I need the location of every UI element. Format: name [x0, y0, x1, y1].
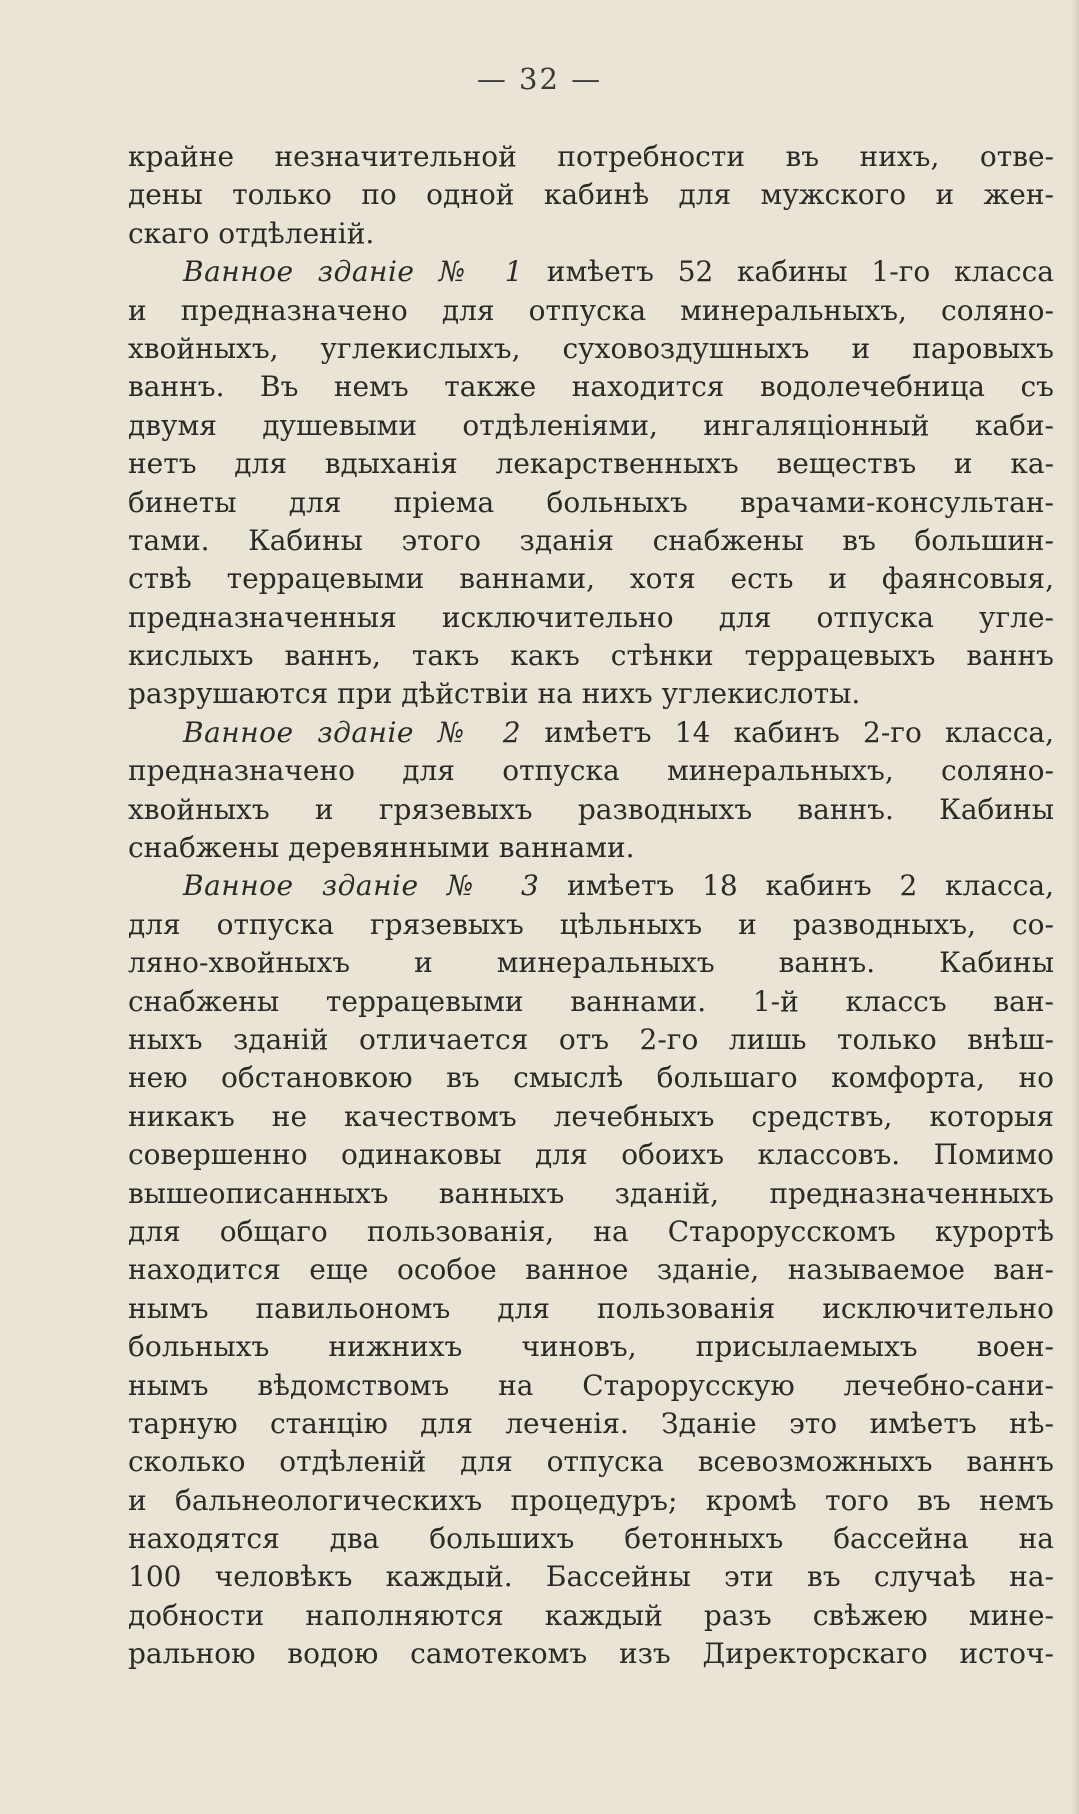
text-line: и бальнеологическихъ процедуръ; кромѣ того въ немъ [128, 1483, 1054, 1517]
text-line: добности наполняются каждый разъ свѣжею мине- [128, 1598, 1054, 1632]
text-line: для отпуска грязевыхъ цѣльныхъ и разводныхъ, со- [128, 907, 1054, 941]
text-line: находится еще особое ванное зданіе, называемое ван- [128, 1253, 1054, 1287]
text-line [128, 714, 1054, 752]
text-line: кислыхъ ваннъ, такъ какъ стѣнки террацевыхъ ваннъ [128, 639, 1054, 673]
text-line: дены только по одной кабинѣ для мужского и жен- [128, 178, 1054, 212]
text-line: нымъ павильономъ для пользованія исключительно [128, 1291, 1054, 1325]
text-line: ральною водою самотекомъ изъ Директорскаго источ- [128, 1637, 1054, 1671]
text-line: разрушаются при дѣйствіи на нихъ углекислоты. [128, 677, 861, 711]
text-line: больныхъ нижнихъ чиновъ, присылаемыхъ воен- [128, 1330, 1054, 1364]
text-line: нетъ для вдыханія лекарственныхъ веществъ и ка- [128, 447, 1054, 481]
body-text [128, 138, 1054, 1674]
line-text: имѣетъ 18 кабинъ 2 класса, [539, 869, 1054, 903]
building-heading: Ванное зданіе № 2 [183, 715, 522, 749]
text-line: предназначено для отпуска минеральныхъ, соляно- [128, 754, 1054, 788]
text-line [128, 253, 1054, 291]
text-line: для общаго пользованія, на Старорусскомъ курортѣ [128, 1214, 1054, 1248]
text-line: бинеты для пріема больныхъ врачами-консультан- [128, 485, 1054, 519]
text-line: крайне незначительной потребности въ нихъ, отве- [128, 140, 1054, 173]
text-line: ваннъ. Въ немъ также находится водолечебница съ [128, 370, 1054, 404]
text-line: вышеописанныхъ ванныхъ зданій, предназначенныхъ [128, 1176, 1054, 1210]
text-line: хвойныхъ, углекислыхъ, суховоздушныхъ и паровыхъ [128, 331, 1054, 365]
line-text: имѣетъ 52 кабины 1-го класса [523, 255, 1054, 289]
text-line: нею обстановкою въ смыслѣ большаго комфорта, но [128, 1061, 1054, 1095]
text-line: ныхъ зданій отличается отъ 2-го лишь только внѣш- [128, 1022, 1054, 1056]
line-text: имѣетъ 14 кабинъ 2-го класса, [521, 715, 1054, 749]
building-heading: Ванное зданіе № 1 [183, 255, 524, 289]
text-line: никакъ не качествомъ лечебныхъ средствъ, которыя [128, 1099, 1054, 1133]
building-heading: Ванное зданіе № 3 [183, 869, 540, 903]
text-line: двумя душевыми отдѣленіями, ингаляціонный каби- [128, 408, 1054, 442]
text-line: ствѣ террацевыми ваннами, хотя есть и фаянсовыя, [128, 562, 1054, 596]
page-number: — 32 — [476, 62, 603, 96]
text-line: сколько отдѣленій для отпуска всевозможныхъ ваннъ [128, 1445, 1054, 1479]
text-line: скаго отдѣленій. [128, 216, 375, 250]
text-line: и предназначено для отпуска минеральныхъ, соляно- [128, 293, 1054, 327]
text-line: предназначенныя исключительно для отпуска угле- [128, 600, 1054, 634]
text-line: 100 человѣкъ каждый. Бассейны эти въ случаѣ на- [128, 1560, 1054, 1594]
text-line: снабжены террацевыми ваннами. 1-й классъ ван- [128, 984, 1054, 1018]
text-line: хвойныхъ и грязевыхъ разводныхъ ваннъ. Кабины [128, 792, 1054, 826]
page-edge [1071, 0, 1079, 1814]
text-line: тами. Кабины этого зданія снабжены въ большин- [128, 523, 1054, 557]
text-line: нымъ вѣдомствомъ на Старорусскую лечебно-сани- [128, 1368, 1054, 1402]
text-line: ляно-хвойныхъ и минеральныхъ ваннъ. Кабины [128, 946, 1054, 980]
text-line: тарную станцію для леченія. Зданіе это имѣетъ нѣ- [128, 1406, 1054, 1440]
text-line: совершенно одинаковы для обоихъ классовъ. Помимо [128, 1138, 1054, 1172]
text-line: находятся два большихъ бетонныхъ бассейна на [128, 1522, 1054, 1556]
text-line: снабжены деревянными ваннами. [128, 831, 635, 865]
text-line [128, 867, 1054, 905]
